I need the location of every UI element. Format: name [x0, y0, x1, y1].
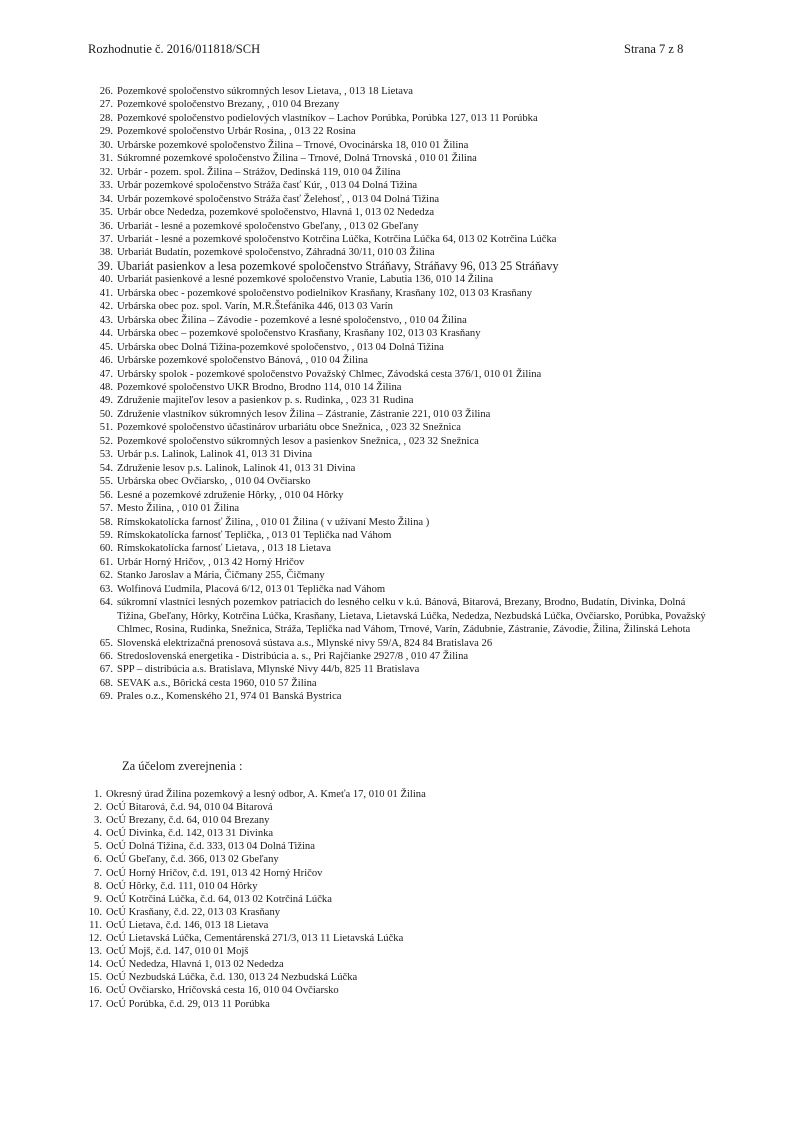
item-text: OcÚ Bitarová, č.d. 94, 010 04 Bitarová [106, 802, 273, 814]
item-text: Rímskokatolícka farnosť Teplička, , 013 01 Teplička nad Váhom [117, 529, 392, 541]
publication-recipients-list [66, 788, 706, 1011]
item-text: OcÚ Krasňany, č.d. 22, 013 03 Krasňany [106, 906, 281, 918]
recipients-list [68, 85, 708, 704]
item-text: Urbárska obec - pozemkové spoločenstvo podielnikov Krasňany, Krasňany 102, 013 03 Krasňany [117, 287, 533, 299]
item-number: 46. [99, 355, 113, 367]
item-number: 4. [94, 828, 102, 840]
item-number: 2. [94, 802, 102, 814]
item-number: 55. [99, 476, 113, 488]
item-text: OcÚ Divinka, č.d. 142, 013 31 Divinka [106, 828, 274, 840]
list-item [68, 448, 708, 461]
item-text: OcÚ Horný Hričov, č.d. 191, 013 42 Horný Hričov [106, 867, 323, 879]
item-text: Pozemkové spoločenstvo súkromných lesov a pasienkov Snežnica, , 023 32 Snežnica [117, 435, 479, 447]
item-text: Wolfinová Ľudmila, Placová 6/12, 013 01 Teplička nad Váhom [117, 583, 386, 595]
item-text: Prales o.z., Komenského 21, 974 01 Banská Bystrica [117, 691, 342, 703]
item-number: 37. [99, 233, 113, 245]
item-number: 68. [99, 677, 113, 689]
item-text: OcÚ Lietavská Lúčka, Cementárenská 271/3, 013 11 Lietavská Lúčka [106, 933, 404, 945]
list-item [68, 556, 708, 569]
list-item [68, 179, 708, 192]
item-text: Pozemkové spoločenstvo Brezany, , 010 04 Brezany [117, 99, 340, 111]
item-text: Pozemkové spoločenstvo podielových vlastníkov – Lachov Porúbka, Porúbka 127, 013 11 Porúbka [117, 112, 538, 124]
list-item [66, 919, 706, 932]
item-number: 8. [94, 880, 102, 892]
item-number: 54. [99, 462, 113, 474]
item-number: 17. [88, 998, 102, 1010]
list-item [68, 125, 708, 138]
section-heading: Za účelom zverejnenia : [122, 759, 243, 773]
item-text: Urbárska obec Ovčiarsko, , 010 04 Ovčiarsko [117, 476, 311, 488]
item-number: 40. [99, 274, 113, 286]
item-text: Urbariát - lesné a pozemkové spoločenstvo Gbeľany, , 013 02 Gbeľany [117, 220, 419, 232]
list-item [68, 152, 708, 165]
list-item [68, 368, 708, 381]
document-reference: Rozhodnutie č. 2016/011818/SCH [88, 42, 261, 56]
list-item [68, 408, 708, 421]
item-text: Pozemkové spoločenstvo súkromných lesov Lietava, , 013 18 Lietava [117, 86, 413, 97]
item-text: Lesné a pozemkové združenie Hôrky, , 010 04 Hôrky [117, 489, 344, 501]
item-text: Združenie vlastníkov súkromných lesov Žilina – Zástranie, Zástranie 221, 010 03 Žilina [117, 408, 491, 420]
list-item [68, 341, 708, 354]
item-number: 69. [99, 691, 113, 703]
list-item [66, 998, 706, 1011]
item-number: 43. [99, 314, 113, 326]
item-number: 35. [99, 207, 113, 219]
list-item [68, 583, 708, 596]
list-item [68, 273, 708, 286]
item-text: Rímskokatolícka farnosť Lietava, , 013 18 Lietava [117, 543, 331, 555]
list-item [68, 354, 708, 367]
item-number: 48. [99, 381, 113, 393]
item-text: Pozemkové spoločenstvo UKR Brodno, Brodno 114, 010 14 Žilina [117, 381, 402, 393]
list-item [68, 394, 708, 407]
list-item [68, 220, 708, 233]
item-number: 38. [99, 247, 113, 259]
item-text: OcÚ Brezany, č.d. 64, 010 04 Brezany [106, 815, 270, 827]
item-text: Združenie majiteľov lesov a pasienkov p. s. Rudinka, , 023 31 Rudina [117, 395, 414, 407]
list-item [68, 233, 708, 246]
item-text: Urbárska obec Žilina – Závodie - pozemkové a lesné spoločenstvo, , 010 04 Žilina [117, 314, 467, 326]
item-text: Urbársky spolok - pozemkové spoločenstvo Považský Chlmec, Závodská cesta 376/1, 010 01 Žilina [117, 368, 542, 380]
list-item [68, 569, 708, 582]
item-number: 32. [99, 166, 113, 178]
item-number: 9. [94, 893, 102, 905]
item-text: Slovenská elektrizačná prenosová sústava a.s., Mlynské nivy 59/A, 824 84 Bratislava 26 [117, 637, 493, 649]
item-text: Združenie lesov p.s. Lalinok, Lalinok 41, 013 31 Divina [117, 462, 356, 474]
item-number: 34. [99, 193, 113, 205]
item-number: 67. [99, 664, 113, 676]
item-text: Rímskokatolícka farnosť Žilina, , 010 01 Žilina ( v užívaní Mesto Žilina ) [117, 516, 430, 528]
item-text: OcÚ Dolná Tižina, č.d. 333, 013 04 Dolná Tižina [106, 841, 315, 853]
item-number: 42. [99, 301, 113, 313]
item-number: 51. [99, 422, 113, 434]
item-text: OcÚ Nededza, Hlavná 1, 013 02 Nededza [106, 959, 284, 971]
item-text: Mesto Žilina, , 010 01 Žilina [117, 503, 240, 515]
list-item [66, 801, 706, 814]
list-item [66, 880, 706, 893]
item-text: Urbár Horný Hričov, , 013 42 Horný Hričov [117, 556, 305, 568]
list-item [68, 529, 708, 542]
list-item [66, 932, 706, 945]
item-number: 65. [99, 637, 113, 649]
item-text: OcÚ Porúbka, č.d. 29, 013 11 Porúbka [106, 998, 270, 1010]
list-item [66, 945, 706, 958]
item-number: 50. [99, 408, 113, 420]
list-item [66, 867, 706, 880]
list-item [68, 435, 708, 448]
list-item [66, 827, 706, 840]
item-number: 45. [99, 341, 113, 353]
list-item [66, 840, 706, 853]
item-text: OcÚ Nezbudská Lúčka, č.d. 130, 013 24 Nezbudská Lúčka [106, 972, 358, 984]
list-item [68, 663, 708, 676]
item-number: 63. [99, 583, 113, 595]
item-text: OcÚ Gbeľany, č.d. 366, 013 02 Gbeľany [106, 854, 279, 866]
item-text: Urbárska obec poz. spol. Varín, M.R.Štefánika 446, 013 03 Varín [117, 301, 393, 313]
list-item [68, 112, 708, 125]
list-item [66, 958, 706, 971]
item-number: 11. [89, 919, 102, 931]
item-number: 30. [99, 139, 113, 151]
item-number: 57. [99, 503, 113, 515]
list-item [66, 971, 706, 984]
list-item [68, 327, 708, 340]
list-item [68, 166, 708, 179]
item-text: Urbár - pozem. spol. Žilina – Strážov, Dedinská 119, 010 04 Žilina [117, 166, 401, 178]
item-text: Urbariát pasienkové a lesné pozemkové spoločenstvo Vranie, Labutia 136, 010 14 Žilina [117, 274, 494, 286]
item-number: 64. [99, 597, 113, 609]
item-number: 27. [99, 99, 113, 111]
list-item [68, 502, 708, 515]
item-text: Urbárske pozemkové spoločenstvo Bánová, , 010 04 Žilina [117, 355, 368, 367]
item-number: 53. [99, 449, 113, 461]
list-item [68, 516, 708, 529]
list-item [66, 853, 706, 866]
item-text: Stredoslovenská energetika - Distribúcia a. s., Pri Rajčianke 2927/8 , 010 47 Žilina [117, 651, 469, 663]
list-item [68, 300, 708, 313]
item-number: 12. [88, 933, 102, 945]
list-item [68, 260, 708, 273]
item-number: 41. [99, 287, 113, 299]
item-number: 13. [88, 946, 102, 958]
list-item [68, 193, 708, 206]
item-number: 15. [88, 972, 102, 984]
item-text: Pozemkové spoločenstvo účastinárov urbariátu obce Snežnica, , 023 32 Snežnica [117, 422, 461, 434]
item-number: 1. [94, 789, 102, 800]
item-text: Urbárska obec Dolná Tižina-pozemkové spoločenstvo, , 013 04 Dolná Tižina [117, 341, 444, 353]
item-number: 7. [94, 867, 102, 879]
item-text: Urbár pozemkové spoločenstvo Stráža časť Želehosť, , 013 04 Dolná Tižina [117, 193, 440, 205]
list-item [68, 98, 708, 111]
item-text: Urbariát Budatín, pozemkové spoločenstvo, Záhradná 30/11, 010 03 Žilina [117, 247, 435, 259]
list-item [68, 246, 708, 259]
list-item [68, 139, 708, 152]
item-number: 6. [94, 854, 102, 866]
list-item [68, 475, 708, 488]
list-item [68, 85, 708, 98]
item-text: Urbariát - lesné a pozemkové spoločenstvo Kotrčina Lúčka, Kotrčina Lúčka 64, 013 02 Kotrčina Lúčka [117, 233, 557, 245]
item-text: Pozemkové spoločenstvo Urbár Rosina, , 013 22 Rosina [117, 126, 356, 138]
item-text: Stanko Jaroslav a Mária, Čičmany 255, Čičmany [117, 570, 325, 582]
list-item [66, 893, 706, 906]
item-number: 39. [97, 258, 113, 273]
item-text: OcÚ Mojš, č.d. 147, 010 01 Mojš [106, 946, 249, 958]
item-number: 10. [88, 906, 102, 918]
item-number: 60. [99, 543, 113, 555]
item-number: 47. [99, 368, 113, 380]
list-item [66, 814, 706, 827]
item-number: 31. [99, 153, 113, 165]
item-number: 26. [99, 86, 113, 97]
list-item [68, 206, 708, 219]
item-number: 56. [99, 489, 113, 501]
item-text: Ubariát pasienkov a lesa pozemkové spoločenstvo Stráňavy, Stráňavy 96, 013 25 Stráňavy [117, 258, 559, 273]
list-item [68, 637, 708, 650]
item-number: 28. [99, 112, 113, 124]
item-text: Okresný úrad Žilina pozemkový a lesný odbor, A. Kmeťa 17, 010 01 Žilina [106, 789, 426, 800]
item-number: 66. [99, 651, 113, 663]
item-number: 52. [99, 435, 113, 447]
item-number: 29. [99, 126, 113, 138]
list-item [68, 381, 708, 394]
list-item [68, 596, 708, 636]
item-text: súkromní vlastníci lesných pozemkov patriacich do lesného celku v k.ú. Bánová, Bitarová, Brezany, Brodno, Budatín, Divinka, Dolná Tižina, Gbeľany, Hôrky, Kotrčina Lúčka, Krasňany, Lietava, Lietavská Lúčka, Nededza, Nezbudská Lúčka, Ovčiarsko, Porúbka, Považský Chlmec, Rosina, Rudinka, Snežnica, Stráža, Teplička nad Váhom, Trnové, Varín, Zádubnie, Zástranie, Závodie, Žilina, Žilinská Lehota [117, 597, 706, 636]
item-text: OcÚ Kotrčiná Lúčka, č.d. 64, 013 02 Kotrčiná Lúčka [106, 893, 332, 905]
item-text: Urbárska obec – pozemkové spoločenstvo Krasňany, Krasňany 102, 013 03 Krasňany [117, 328, 481, 340]
item-text: OcÚ Hôrky, č.d. 111, 010 04 Hôrky [106, 880, 258, 892]
item-number: 33. [99, 180, 113, 192]
list-item [68, 462, 708, 475]
list-item [66, 984, 706, 997]
item-number: 61. [99, 556, 113, 568]
item-number: 44. [99, 328, 113, 340]
item-number: 62. [99, 570, 113, 582]
item-number: 14. [88, 959, 102, 971]
list-item [68, 650, 708, 663]
list-item [68, 542, 708, 555]
list-item [68, 489, 708, 502]
item-text: SEVAK a.s., Bôrická cesta 1960, 010 57 Žilina [117, 677, 317, 689]
item-text: OcÚ Ovčiarsko, Hričovská cesta 16, 010 04 Ovčiarsko [106, 985, 339, 997]
item-number: 5. [94, 841, 102, 853]
item-text: OcÚ Lietava, č.d. 146, 013 18 Lietava [106, 919, 269, 931]
item-number: 58. [99, 516, 113, 528]
item-text: Urbár p.s. Lalinok, Lalinok 41, 013 31 Divina [117, 449, 313, 461]
page-number: Strana 7 z 8 [624, 42, 684, 56]
item-text: Urbár obce Nededza, pozemkové spoločenstvo, Hlavná 1, 013 02 Nededza [117, 207, 435, 219]
item-number: 16. [88, 985, 102, 997]
item-text: Urbárske pozemkové spoločenstvo Žilina – Trnové, Ovocinárska 18, 010 01 Žilina [117, 139, 469, 151]
list-item [68, 314, 708, 327]
list-item [68, 690, 708, 703]
item-text: Súkromné pozemkové spoločenstvo Žilina – Trnové, Dolná Trnovská , 010 01 Žilina [117, 153, 477, 165]
item-number: 36. [99, 220, 113, 232]
item-text: Urbár pozemkové spoločenstvo Stráža časť Kúr, , 013 04 Dolná Tižina [117, 180, 418, 192]
item-number: 49. [99, 395, 113, 407]
list-item [66, 788, 706, 801]
list-item [68, 287, 708, 300]
list-item [68, 421, 708, 434]
item-number: 3. [94, 815, 102, 827]
item-number: 59. [99, 529, 113, 541]
list-item [68, 677, 708, 690]
item-text: SPP – distribúcia a.s. Bratislava, Mlynské Nivy 44/b, 825 11 Bratislava [117, 664, 420, 676]
list-item [66, 906, 706, 919]
